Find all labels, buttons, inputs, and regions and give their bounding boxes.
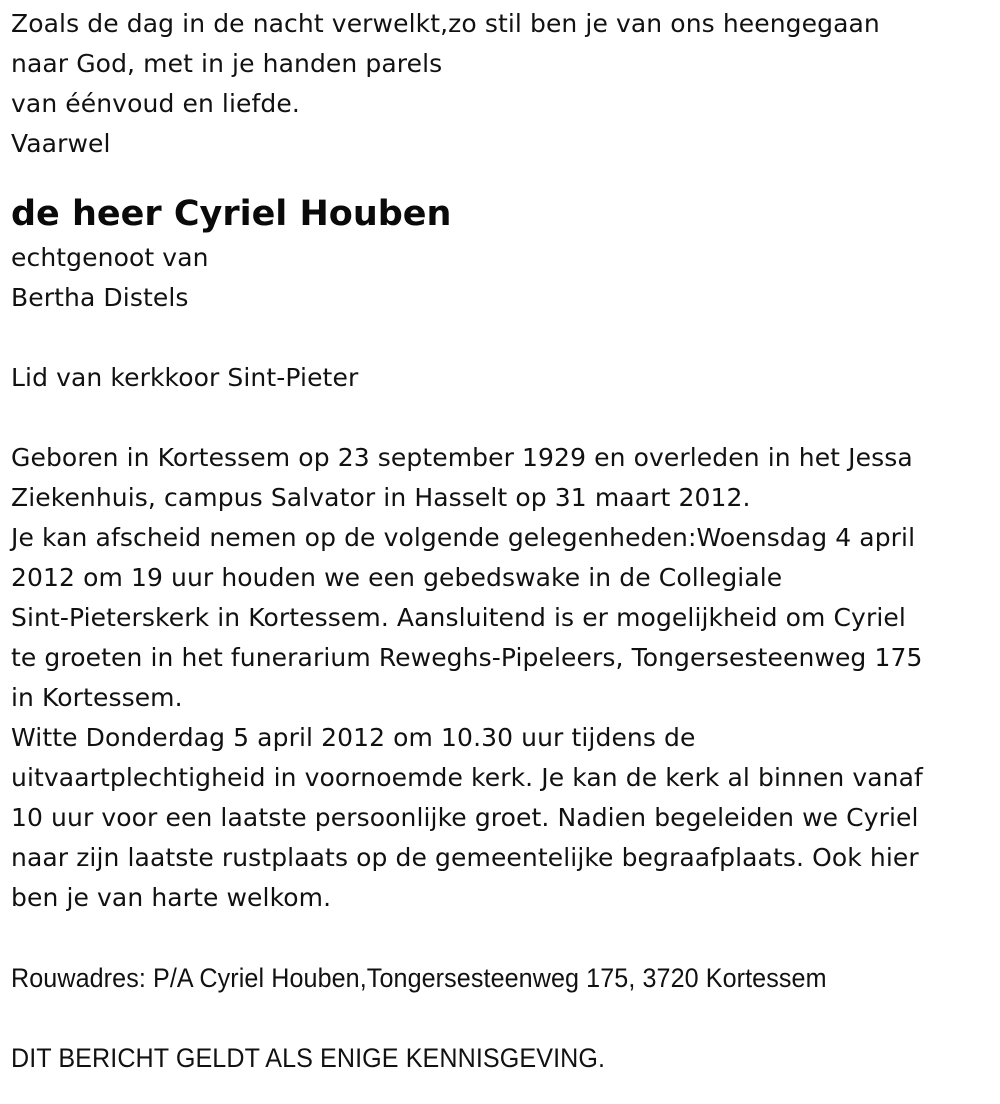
poem-line: naar God, met in je handen parels: [11, 49, 443, 78]
details-line: in Kortessem.: [11, 683, 183, 712]
poem-line: Zoals de dag in de nacht verwelkt,zo stil ben je van ons heengegaan: [11, 9, 880, 38]
details-line: Witte Donderdag 5 april 2012 om 10.30 uur tijdens de: [11, 723, 696, 752]
deceased-name: de heer Cyriel Houben: [11, 194, 452, 234]
relation-label: echtgenoot van: [11, 243, 209, 272]
membership: Lid van kerkkoor Sint-Pieter: [11, 363, 359, 392]
details-line: Sint-Pieterskerk in Kortessem. Aansluitend is er mogelijkheid om Cyriel: [11, 603, 906, 632]
details-line: 10 uur voor een laatste persoonlijke groet. Nadien begeleiden we Cyriel: [11, 803, 919, 832]
spacer: [11, 318, 991, 358]
spacer: [11, 998, 991, 1038]
details: [11, 438, 991, 918]
details-line: Je kan afscheid nemen op de volgende gelegenheden:Woensdag 4 april: [11, 523, 916, 552]
obituary-document: [11, 4, 991, 1078]
details-line: te groeten in het funerarium Reweghs-Pipeleers, Tongersesteenweg 175: [11, 643, 923, 672]
spacer: [11, 918, 991, 958]
notice: DIT BERICHT GELDT ALS ENIGE KENNISGEVING.: [11, 1043, 606, 1073]
spacer: [11, 398, 991, 438]
details-line: ben je van harte welkom.: [11, 883, 332, 912]
details-line: 2012 om 19 uur houden we een gebedswake in de Collegiale: [11, 563, 783, 592]
poem-line: van éénvoud en liefde.: [11, 89, 300, 118]
details-line: Ziekenhuis, campus Salvator in Hasselt op 31 maart 2012.: [11, 483, 751, 512]
details-line: naar zijn laatste rustplaats op de gemeentelijke begraafplaats. Ook hier: [11, 843, 919, 872]
mourning-address: Rouwadres: P/A Cyriel Houben,Tongersesteenweg 175, 3720 Kortessem: [11, 963, 827, 993]
spouse-name: Bertha Distels: [11, 283, 189, 312]
details-line: uitvaartplechtigheid in voornoemde kerk. Je kan de kerk al binnen vanaf: [11, 763, 923, 792]
details-line: Geboren in Kortessem op 23 september 1929 en overleden in het Jessa: [11, 443, 913, 472]
poem: [11, 4, 991, 164]
poem-line: Vaarwel: [11, 129, 111, 158]
